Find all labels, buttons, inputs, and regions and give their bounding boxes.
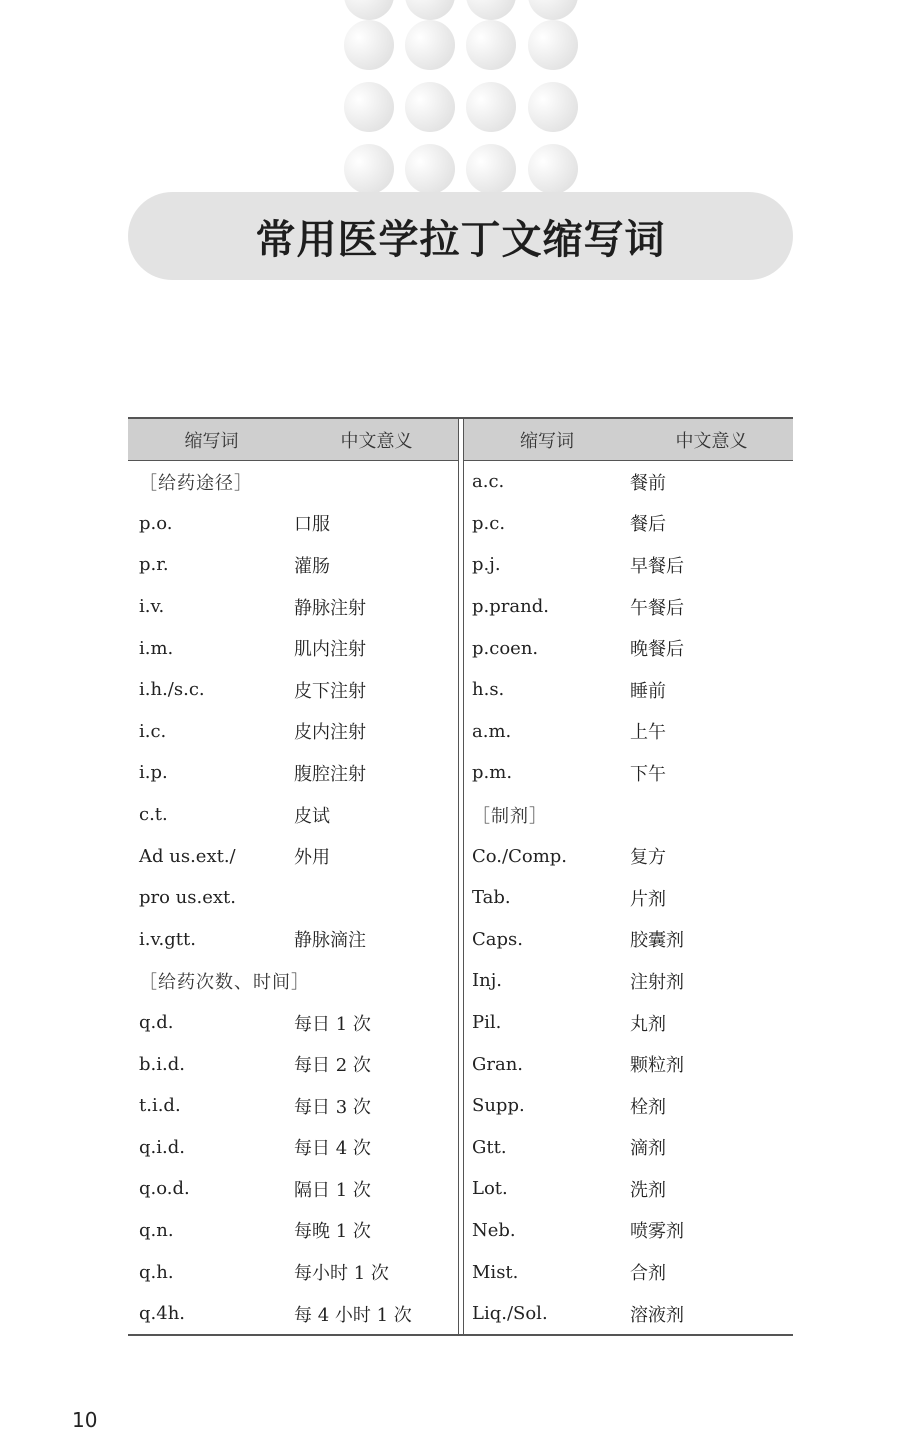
abbreviation-cell: q.d. [139, 1012, 174, 1034]
decorative-dot [344, 0, 394, 20]
meaning-cell: 每日 1 次 [294, 1013, 371, 1035]
header-meaning: 中文意义 [340, 430, 413, 452]
table-row [128, 1043, 458, 1085]
abbreviation-cell: q.o.d. [139, 1178, 190, 1200]
table-row [128, 1085, 458, 1127]
title-banner [128, 192, 793, 280]
meaning-cell: 晚餐后 [630, 639, 684, 661]
abbreviation-cell: p.coen. [472, 637, 539, 659]
table-row [128, 503, 458, 545]
table-row [128, 544, 458, 586]
meaning-cell: 洗剂 [630, 1179, 666, 1201]
decorative-dot [466, 20, 516, 70]
table-row [464, 1210, 793, 1252]
decorative-dot [344, 20, 394, 70]
meaning-cell: 滴剂 [630, 1138, 666, 1160]
section-row [128, 960, 458, 1002]
abbreviation-cell: Neb. [472, 1219, 516, 1241]
page-number: 10 [72, 1408, 98, 1432]
table-row [464, 1002, 793, 1044]
meaning-cell: 每晚 1 次 [294, 1221, 371, 1243]
abbreviation-cell: q.h. [139, 1261, 174, 1283]
meaning-cell: 注射剂 [630, 971, 684, 993]
table-row [464, 877, 793, 919]
abbreviation-cell: p.m. [472, 762, 513, 784]
abbreviation-cell: t.i.d. [139, 1095, 181, 1117]
meaning-cell: 溶液剂 [630, 1304, 684, 1326]
decorative-dot [528, 82, 578, 132]
meaning-cell: 灌肠 [294, 555, 330, 577]
table-row [464, 544, 793, 586]
decorative-dots [342, 0, 582, 190]
abbreviation-cell: p.c. [472, 512, 506, 534]
abbreviation-cell: c.t. [139, 804, 168, 826]
table-row [464, 835, 793, 877]
table-header [464, 419, 793, 461]
left-rows [128, 461, 458, 1334]
abbreviation-cell: p.o. [139, 512, 173, 534]
decorative-dot [528, 20, 578, 70]
meaning-cell: 每日 3 次 [294, 1096, 371, 1118]
meaning-cell: 每小时 1 次 [294, 1263, 389, 1285]
meaning-cell: 口服 [294, 514, 330, 536]
meaning-cell: 上午 [630, 722, 666, 744]
table-row [464, 1168, 793, 1210]
meaning-cell: 每日 2 次 [294, 1055, 371, 1077]
table-row [128, 711, 458, 753]
decorative-dot [405, 82, 455, 132]
table-row [464, 711, 793, 753]
abbreviation-cell: i.v.gtt. [139, 928, 196, 950]
abbreviation-cell: Caps. [472, 928, 523, 950]
abbreviation-cell: Tab. [472, 887, 511, 909]
section-row [128, 461, 458, 503]
abbreviation-cell: i.c. [139, 720, 167, 742]
table-row [464, 960, 793, 1002]
meaning-cell: 每日 4 次 [294, 1138, 371, 1160]
table-row [464, 1251, 793, 1293]
header-abbr: 缩写词 [520, 430, 574, 452]
abbreviation-cell: a.c. [472, 471, 505, 493]
meaning-cell: 皮下注射 [294, 680, 366, 702]
meaning-cell: 静脉滴注 [294, 930, 366, 952]
meaning-cell: 颗粒剂 [630, 1055, 684, 1077]
table-row [128, 835, 458, 877]
meaning-cell: 肌内注射 [294, 639, 366, 661]
abbreviation-cell: b.i.d. [139, 1053, 185, 1075]
meaning-cell: 喷雾剂 [630, 1221, 684, 1243]
table-row [128, 1168, 458, 1210]
decorative-dot [528, 144, 578, 194]
table-row [464, 752, 793, 794]
abbreviation-cell: q.4h. [139, 1303, 186, 1325]
meaning-cell: 胶囊剂 [630, 930, 684, 952]
meaning-cell: 丸剂 [630, 1013, 666, 1035]
table-left-half [128, 419, 458, 1334]
decorative-dot [344, 144, 394, 194]
table-row [128, 877, 458, 919]
table-row [128, 1293, 458, 1335]
abbreviation-cell: i.m. [139, 637, 174, 659]
table-row [464, 461, 793, 503]
table-row [464, 1127, 793, 1169]
abbreviation-cell: p.j. [472, 554, 501, 576]
table-row [128, 1002, 458, 1044]
table-row [128, 1210, 458, 1252]
decorative-dot [405, 20, 455, 70]
table-row [128, 919, 458, 961]
table-row [128, 627, 458, 669]
meaning-cell: 餐后 [630, 514, 666, 536]
section-row [464, 794, 793, 836]
page-title: 常用医学拉丁文缩写词 [255, 216, 666, 263]
table-row [464, 503, 793, 545]
right-rows [464, 461, 793, 1334]
meaning-cell: 每 4 小时 1 次 [294, 1304, 412, 1326]
abbreviation-cell: Ad us.ext./ [139, 845, 236, 867]
abbreviation-cell: Supp. [472, 1095, 525, 1117]
abbreviation-table [128, 417, 793, 1336]
meaning-cell: 静脉注射 [294, 597, 366, 619]
abbreviation-cell: Mist. [472, 1261, 519, 1283]
abbreviation-cell: a.m. [472, 720, 512, 742]
decorative-dot [528, 0, 578, 20]
abbreviation-cell: Gtt. [472, 1136, 507, 1158]
abbreviation-cell: pro us.ext. [139, 887, 236, 909]
section-heading: ［给药次数、时间］ [139, 971, 310, 993]
abbreviation-cell: q.n. [139, 1219, 174, 1241]
decorative-dot [344, 82, 394, 132]
decorative-dot [466, 0, 516, 20]
decorative-dot [466, 144, 516, 194]
decorative-dot [466, 82, 516, 132]
abbreviation-cell: Inj. [472, 970, 503, 992]
decorative-dot [405, 0, 455, 20]
decorative-dot [405, 144, 455, 194]
meaning-cell: 复方 [630, 847, 666, 869]
table-row [128, 1251, 458, 1293]
abbreviation-cell: p.prand. [472, 596, 549, 618]
section-heading: ［给药途径］ [139, 472, 253, 494]
abbreviation-cell: Pil. [472, 1012, 502, 1034]
abbreviation-cell: p.r. [139, 554, 169, 576]
meaning-cell: 下午 [630, 763, 666, 785]
meaning-cell: 隔日 1 次 [294, 1179, 371, 1201]
abbreviation-cell: Lot. [472, 1178, 508, 1200]
table-row [128, 669, 458, 711]
table-row [128, 1127, 458, 1169]
abbreviation-cell: q.i.d. [139, 1136, 185, 1158]
table-header [128, 419, 458, 461]
header-meaning: 中文意义 [675, 430, 748, 452]
table-row [128, 752, 458, 794]
table-row [464, 586, 793, 628]
meaning-cell: 腹腔注射 [294, 763, 366, 785]
table-row [464, 1085, 793, 1127]
meaning-cell: 午餐后 [630, 597, 684, 619]
table-row [464, 919, 793, 961]
meaning-cell: 睡前 [630, 680, 666, 702]
meaning-cell: 外用 [294, 847, 330, 869]
abbreviation-cell: h.s. [472, 679, 505, 701]
meaning-cell: 皮试 [294, 805, 330, 827]
meaning-cell: 餐前 [630, 472, 666, 494]
table-row [464, 669, 793, 711]
table-row [128, 794, 458, 836]
abbreviation-cell: i.v. [139, 596, 165, 618]
meaning-cell: 皮内注射 [294, 722, 366, 744]
table-row [464, 1293, 793, 1335]
meaning-cell: 合剂 [630, 1263, 666, 1285]
abbreviation-cell: i.p. [139, 762, 168, 784]
abbreviation-cell: Co./Comp. [472, 845, 568, 867]
table-row [464, 1043, 793, 1085]
meaning-cell: 片剂 [630, 888, 666, 910]
meaning-cell: 栓剂 [630, 1096, 666, 1118]
meaning-cell: 早餐后 [630, 555, 684, 577]
table-right-half [464, 419, 793, 1334]
abbreviation-cell: Gran. [472, 1053, 524, 1075]
section-heading: ［制剂］ [472, 805, 548, 827]
abbreviation-cell: i.h./s.c. [139, 679, 205, 701]
abbreviation-cell: Liq./Sol. [472, 1303, 548, 1325]
header-abbr: 缩写词 [184, 430, 239, 452]
table-row [128, 586, 458, 628]
table-row [464, 627, 793, 669]
